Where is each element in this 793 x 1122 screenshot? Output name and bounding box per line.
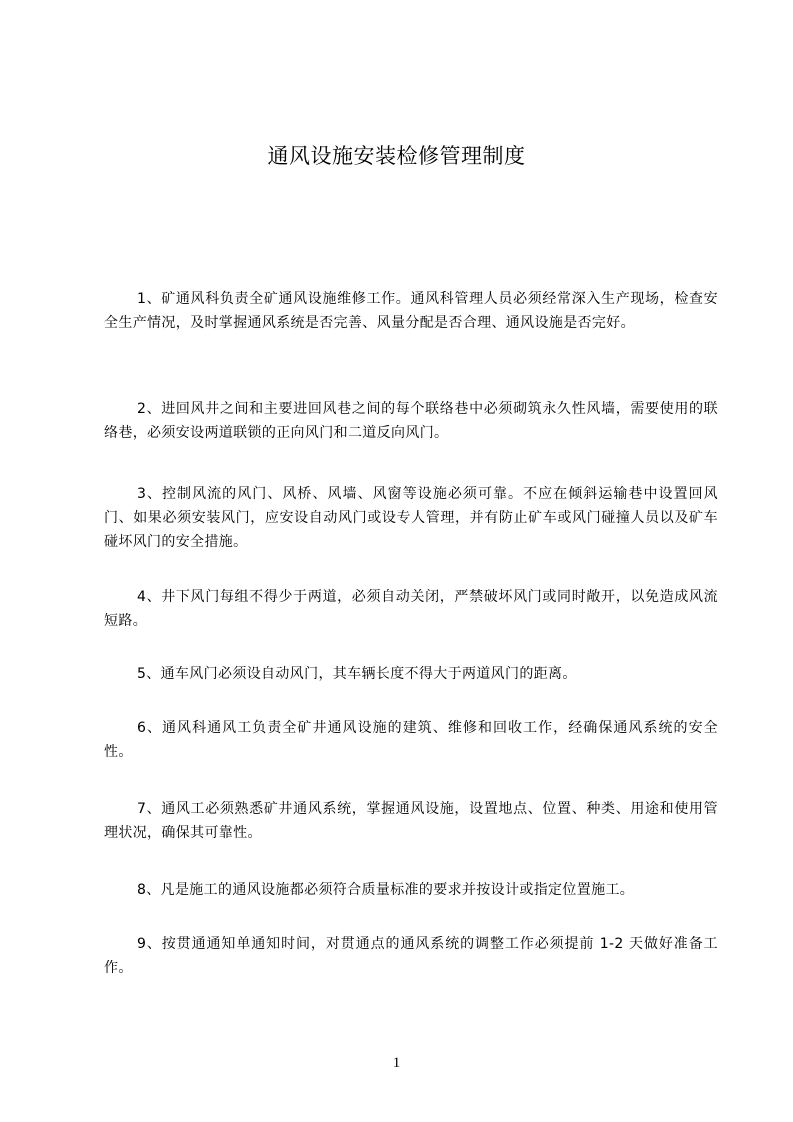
document-title: 通风设施安装检修管理制度 bbox=[267, 144, 526, 168]
paragraph-3: 3、控制风流的风门、风桥、风墙、风窗等设施必须可靠。不应在倾斜运输巷中设置回风门、如果必须安装风门，应安设自动风门或设专人管理，并有防止矿车或风门碰撞人员以及矿车碰坏风门的安全措施。 bbox=[104, 486, 718, 550]
paragraph-6: 6、通风科通风工负责全矿井通风设施的建筑、维修和回收工作，经确保通风系统的安全性。 bbox=[104, 720, 718, 760]
paragraph-4: 4、井下风门每组不得少于两道，必须自动关闭，严禁破坏风门或同时敞开，以免造成风流短路。 bbox=[104, 589, 718, 629]
paragraph-5: 5、通车风门必须设自动风门，其车辆长度不得大于两道风门的距离。 bbox=[137, 666, 577, 682]
paragraph-9: 9、按贯通通知单通知时间，对贯通点的通风系统的调整工作必须提前 1-2 天做好准备工作。 bbox=[104, 936, 718, 976]
paragraph-8: 8、凡是施工的通风设施都必须符合质量标准的要求并按设计或指定位置施工。 bbox=[137, 882, 635, 898]
paragraph-7: 7、通风工必须熟悉矿井通风系统，掌握通风设施，设置地点、位置、种类、用途和使用管理状况，确保其可靠性。 bbox=[104, 801, 718, 841]
page-number: 1 bbox=[392, 1055, 401, 1071]
paragraph-2: 2、进回风井之间和主要进回风巷之间的每个联络巷中必须砌筑永久性风墙，需要使用的联络巷，必须安设两道联锁的正向风门和二道反向风门。 bbox=[104, 401, 718, 441]
paragraph-1: 1、矿通风科负责全矿通风设施维修工作。通风科管理人员必须经常深入生产现场，检查安全生产情况，及时掌握通风系统是否完善、风量分配是否合理、通风设施是否完好。 bbox=[104, 291, 718, 331]
